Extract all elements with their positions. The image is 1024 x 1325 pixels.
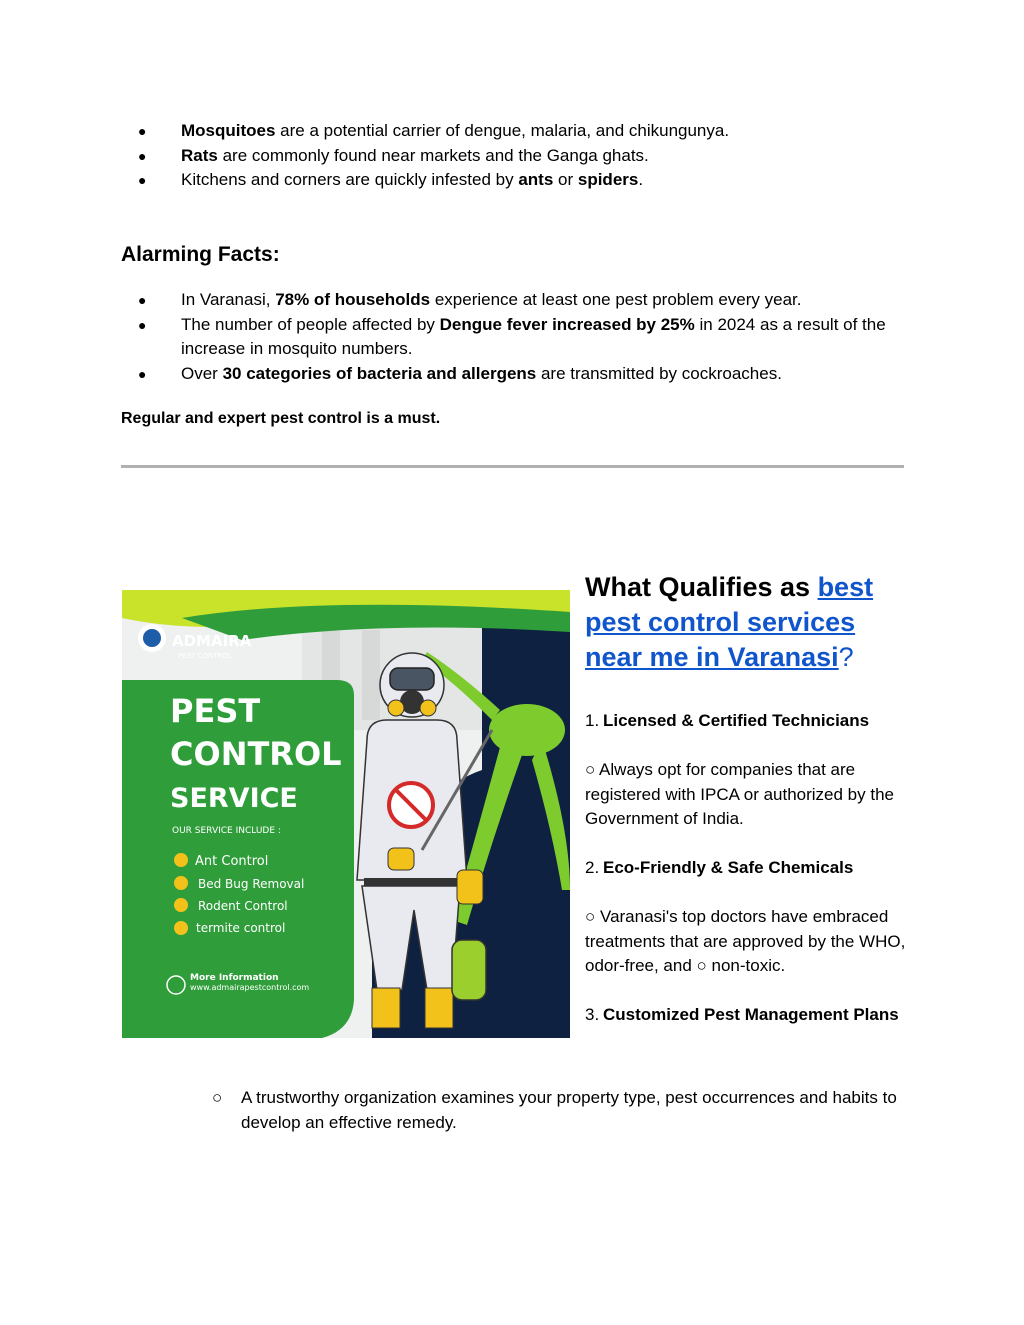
rodent-icon: [174, 898, 188, 912]
qualifications-heading: What Qualifies as best pest control services near me in Varanasi?: [585, 572, 874, 672]
bed-bug-icon: [174, 876, 188, 890]
ad-service-item: Ant Control: [195, 854, 269, 869]
ad-service-item: Bed Bug Removal: [198, 877, 305, 891]
conclusion-text: Regular and expert pest control is a must.: [121, 410, 441, 427]
best-pest-control-link[interactable]: best pest control services near me in Varanasi: [585, 572, 874, 672]
list-item: ● Rats are commonly found near markets and the Ganga ghats.: [138, 145, 649, 165]
ad-service-item: Rodent Control: [198, 899, 288, 913]
pest-list: [121, 119, 911, 193]
qualification-desc: ○ Varanasi's top doctors have embraced treatments that are approved by the WHO, odor-free, and ○ non-toxic.: [585, 907, 906, 975]
ad-more-info: More Information: [190, 973, 279, 983]
qualification-item: 3. Customized Pest Management Plans: [585, 1005, 899, 1024]
ad-website: www.admairapestcontrol.com: [190, 983, 310, 992]
ad-service-item: termite control: [196, 921, 286, 935]
list-item: ● Over 30 categories of bacteria and allergens are transmitted by cockroaches.: [138, 363, 782, 383]
ad-brand-sub: PEST CONTROL: [178, 652, 232, 660]
ad-headline-3: SERVICE: [170, 783, 298, 814]
list-item: ● Kitchens and corners are quickly infested by ants or spiders.: [138, 170, 644, 189]
ant-icon: [174, 853, 188, 867]
qualification-item: 2. Eco-Friendly & Safe Chemicals: [585, 858, 854, 877]
qualification-item: 1. Licensed & Certified Technicians: [585, 711, 870, 730]
list-item: ● The number of people affected by Dengue fever increased by 25% in 2024 as a result of the increase in mosquito numbers.: [138, 314, 886, 358]
ad-headline-2: CONTROL: [170, 735, 342, 773]
remedy-text: A trustworthy organization examines your property type, pest occurrences and habits to develop an effective remedy.: [241, 1088, 897, 1132]
ad-headline-1: PEST: [170, 692, 261, 730]
facts-list: [121, 288, 911, 386]
termite-icon: [174, 921, 188, 935]
ad-include-label: OUR SERVICE INCLUDE :: [172, 826, 281, 836]
pest-control-ad-image: [122, 590, 570, 1038]
remedy-item: [212, 1086, 912, 1135]
circle-bullet: ○: [212, 1088, 223, 1107]
qualifications-section: [585, 570, 915, 1028]
facts-heading: Alarming Facts:: [121, 243, 280, 266]
list-item: ● In Varanasi, 78% of households experience at least one pest problem every year.: [138, 290, 802, 309]
list-item: ● Mosquitoes are a potential carrier of dengue, malaria, and chikungunya.: [138, 121, 730, 140]
admaira-logo: [138, 624, 166, 652]
ad-brand: ADMAIRA: [172, 632, 252, 650]
horizontal-divider: [121, 465, 904, 468]
qualification-desc: ○ Always opt for companies that are registered with IPCA or authorized by the Government of India.: [585, 760, 894, 828]
